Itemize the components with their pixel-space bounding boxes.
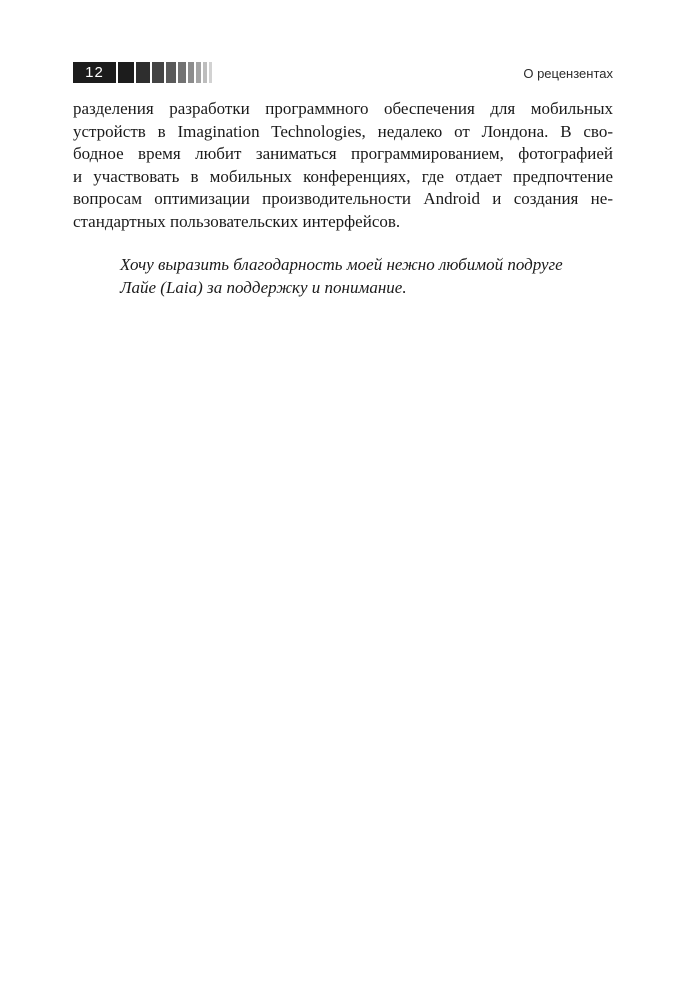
header-bar <box>178 62 186 83</box>
header-bar <box>136 62 150 83</box>
acknowledgement <box>73 253 613 299</box>
paragraph-line: устройств в Imagination Technologies, недалеко от Лондона. В сво- <box>73 121 613 141</box>
paragraph-line: разделения разработки программного обеспечения для мобильных <box>73 99 613 118</box>
header-gradient-bars <box>118 62 214 83</box>
header-bar <box>118 62 134 83</box>
running-head: О рецензентах <box>523 66 613 81</box>
header-bar <box>152 62 164 83</box>
paragraph-line: вопросам оптимизации производительности Android и создания не- <box>73 189 613 208</box>
header-bar <box>166 62 176 83</box>
page-header <box>73 62 613 84</box>
paragraph-line: бодное время любит заниматься программированием, фотографией <box>73 144 613 163</box>
body-paragraph <box>73 98 613 233</box>
paragraph-line: стандартных пользовательских интерфейсов. <box>73 211 401 231</box>
header-bar <box>188 62 194 83</box>
header-bar <box>196 62 201 83</box>
acknowledgement-line: Лайе (Laia) за поддержку и понимание. <box>120 278 407 297</box>
header-bar <box>209 62 212 83</box>
header-bar <box>203 62 207 83</box>
page-number: 12 <box>73 62 116 83</box>
acknowledgement-line: Хочу выразить благодарность моей нежно любимой подруге <box>120 255 563 274</box>
paragraph-line: и участвовать в мобильных конференциях, где отдает предпочтение <box>73 166 613 186</box>
